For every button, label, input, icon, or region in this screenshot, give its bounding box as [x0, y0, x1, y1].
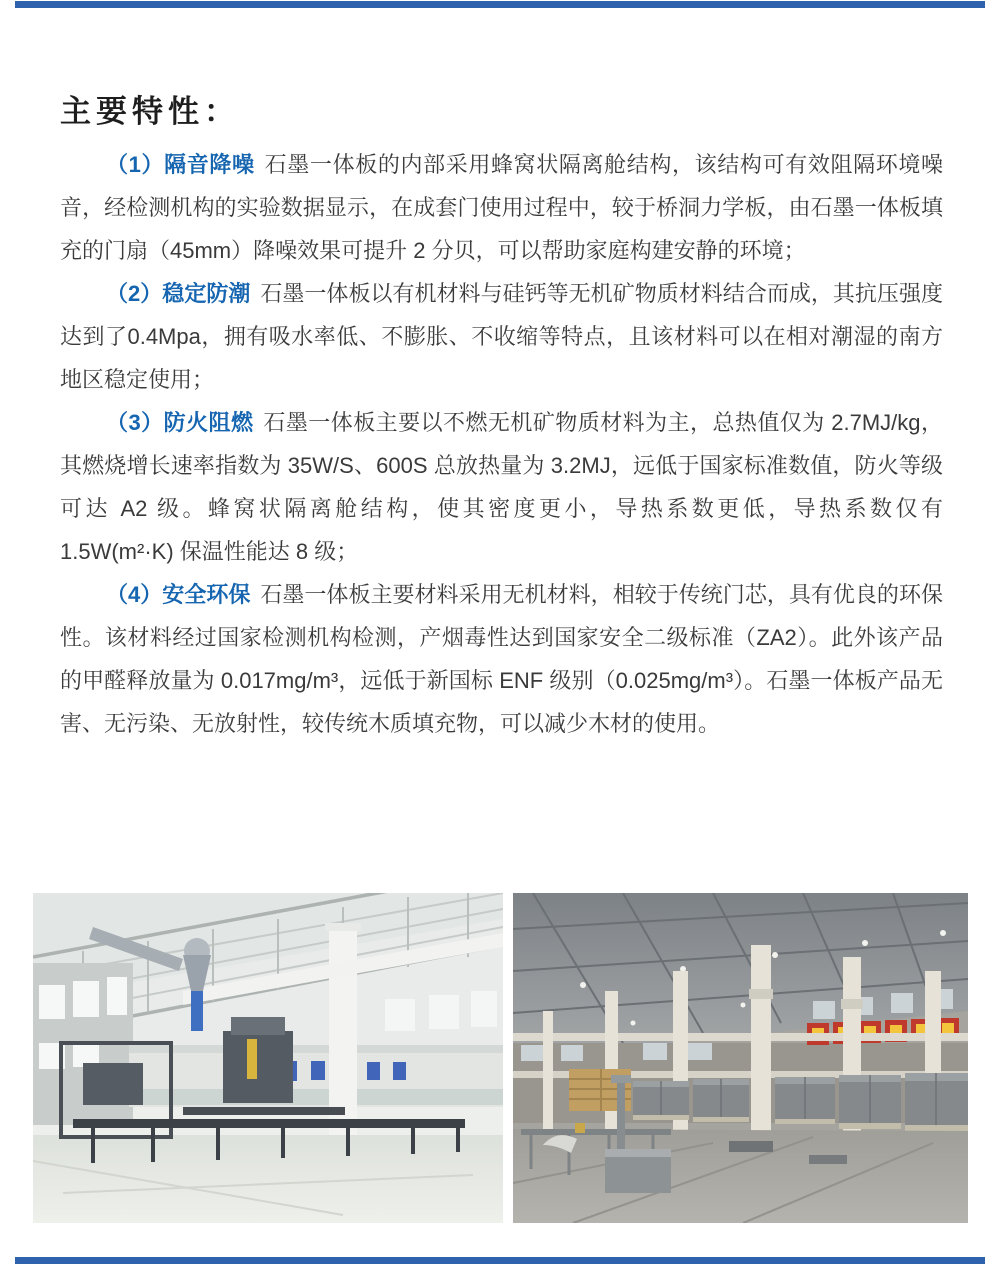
feature-text-1: 石墨一体板的内部采用蜂窝状隔离舱结构，该结构可有效阻隔环境噪音，经检测机构的实验数据显示，在成套门使用过程中，较于桥洞力学板，由石墨一体板填充的门扇（45mm）降噪效果可提升 2 分贝，可以帮助家庭构建安静的环境；: [60, 152, 943, 263]
feature-text-2: 石墨一体板以有机材料与硅钙等无机矿物质材料结合而成，其抗压强度达到了0.4Mpa，拥有吸水率低、不膨胀、不收缩等特点，且该材料可以在相对潮湿的南方地区稳定使用；: [60, 281, 943, 392]
production-line-workshop-photo: [33, 893, 503, 1223]
feature-text-4: 石墨一体板主要材料采用无机材料，相较于传统门芯，具有优良的环保性。该材料经过国家检测机构检测，产烟毒性达到国家安全二级标准（ZA2）。此外该产品的甲醛释放量为 0.017mg/m³，远低于新国标 ENF 级别（0.025mg/m³）。石墨一体板产品无害、无污染、无放射性，较传统木质填充物，可以减少木材的使用。: [60, 582, 943, 736]
feature-label-4: （4）安全环保: [106, 582, 251, 607]
warehouse-panel-stock-photo: [513, 893, 968, 1223]
top-divider-bar: [15, 1, 985, 8]
feature-paragraph-4: [60, 573, 943, 745]
feature-paragraph-3: [60, 401, 943, 573]
feature-label-1: （1）隔音降噪: [106, 152, 255, 177]
bottom-divider-bar: [15, 1257, 985, 1264]
feature-label-3: （3）防火阻燃: [106, 410, 254, 435]
feature-paragraph-2: [60, 272, 943, 401]
photo-row: [0, 893, 1000, 1223]
feature-text-3: 石墨一体板主要以不燃无机矿物质材料为主，总热值仅为 2.7MJ/kg，其燃烧增长速率指数为 35W/S、600S 总放热量为 3.2MJ，远低于国家标准数值，防火等级可达 A2 级。蜂窝状隔离舱结构，使其密度更小，导热系数更低，导热系数仅有 1.5W(m²·K) 保温性能达 8 级；: [60, 410, 943, 564]
page-title: 主要特性：: [60, 94, 240, 129]
feature-label-2: （2）稳定防潮: [106, 281, 251, 306]
feature-paragraph-1: [60, 143, 943, 272]
